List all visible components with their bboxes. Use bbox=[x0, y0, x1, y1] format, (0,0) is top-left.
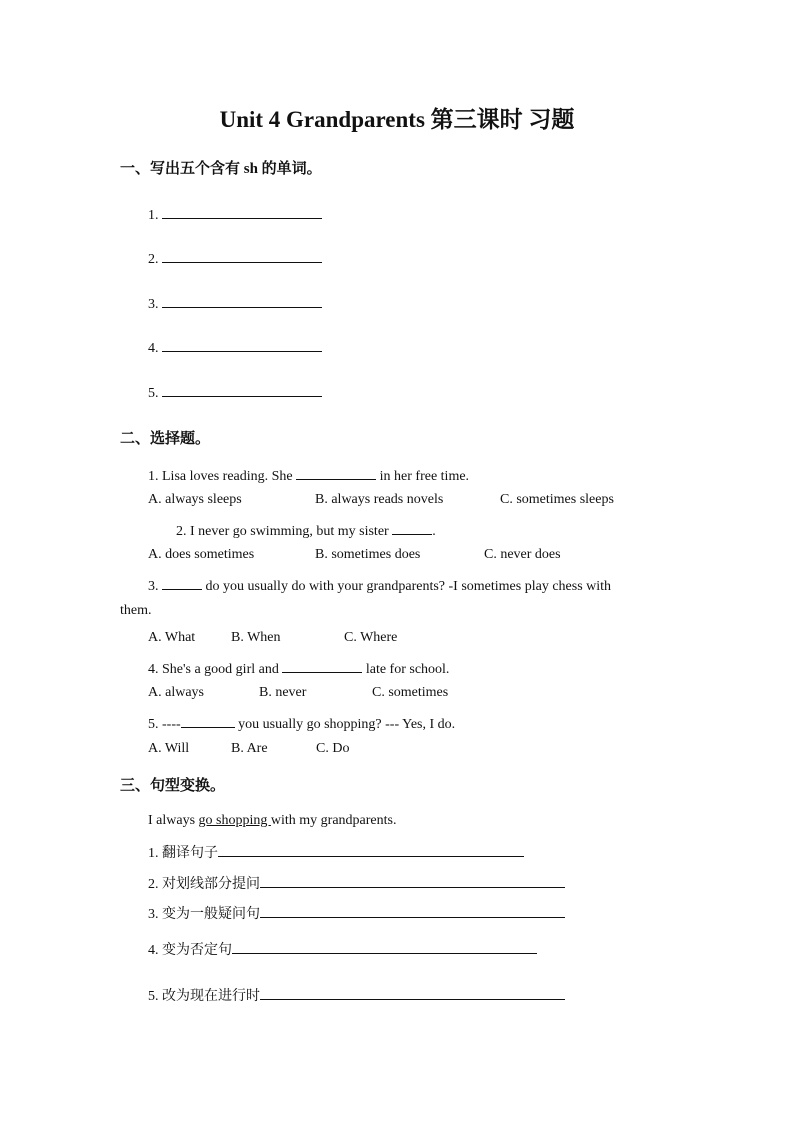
sentence-text: with my grandparents. bbox=[270, 813, 397, 828]
question-text: 2. I never go swimming, but my sister bbox=[176, 524, 389, 539]
option-b[interactable]: B. never bbox=[259, 685, 307, 700]
question-text: do you usually do with your grandparents? -I sometimes play chess with bbox=[205, 579, 612, 594]
sentence-text: I always bbox=[148, 813, 199, 828]
question-text: 5. ---- bbox=[148, 717, 181, 732]
option-a[interactable]: A. does sometimes bbox=[148, 547, 255, 562]
answer-blank[interactable] bbox=[260, 873, 565, 888]
question-text: you usually go shopping? --- Yes, I do. bbox=[238, 717, 456, 732]
answer-blank[interactable] bbox=[260, 985, 565, 1000]
page-title: Unit 4 Grandparents 第三课时 习题 bbox=[219, 107, 575, 132]
list-item bbox=[148, 204, 322, 224]
transform-item bbox=[148, 939, 537, 959]
question-3-continuation: them. bbox=[120, 603, 152, 618]
answer-blank[interactable] bbox=[282, 658, 362, 673]
transform-label: 4. 变为否定句 bbox=[148, 943, 232, 958]
option-a[interactable]: A. always sleeps bbox=[148, 492, 242, 507]
item-number: 1. bbox=[148, 208, 159, 223]
answer-blank[interactable] bbox=[162, 293, 322, 308]
option-c[interactable]: C. sometimes sleeps bbox=[500, 492, 614, 507]
transform-item bbox=[148, 842, 524, 862]
option-c[interactable]: C. Where bbox=[344, 630, 398, 645]
question-2 bbox=[176, 520, 436, 540]
question-text: 4. She's a good girl and bbox=[148, 662, 279, 677]
transform-item bbox=[148, 985, 565, 1005]
base-sentence bbox=[148, 813, 396, 829]
question-3 bbox=[148, 575, 611, 595]
question-text: in her free time. bbox=[379, 469, 470, 484]
option-b[interactable]: B. sometimes does bbox=[315, 547, 421, 562]
list-item bbox=[148, 382, 322, 402]
option-b[interactable]: B. When bbox=[231, 630, 281, 645]
answer-blank[interactable] bbox=[181, 713, 235, 728]
question-text: late for school. bbox=[365, 662, 450, 677]
answer-blank[interactable] bbox=[260, 903, 565, 918]
item-number: 2. bbox=[148, 252, 159, 267]
section-1-heading: 一、写出五个含有 sh 的单词。 bbox=[120, 161, 322, 177]
question-text: . bbox=[432, 524, 436, 539]
transform-item bbox=[148, 903, 565, 923]
answer-blank[interactable] bbox=[392, 520, 432, 535]
transform-label: 2. 对划线部分提问 bbox=[148, 877, 260, 892]
question-text: 3. bbox=[148, 579, 159, 594]
answer-blank[interactable] bbox=[218, 842, 524, 857]
option-a[interactable]: A. Will bbox=[148, 741, 190, 756]
list-item bbox=[148, 248, 322, 268]
list-item bbox=[148, 293, 322, 313]
question-4 bbox=[148, 658, 449, 678]
transform-label: 5. 改为现在进行时 bbox=[148, 989, 260, 1004]
transform-item bbox=[148, 873, 565, 893]
section-3-heading: 三、句型变换。 bbox=[120, 778, 226, 794]
item-number: 3. bbox=[148, 297, 159, 312]
transform-label: 3. 变为一般疑问句 bbox=[148, 907, 260, 922]
option-c[interactable]: C. never does bbox=[484, 547, 561, 562]
section-2-heading: 二、选择题。 bbox=[120, 431, 211, 447]
option-a[interactable]: A. What bbox=[148, 630, 196, 645]
list-item bbox=[148, 337, 322, 357]
option-b[interactable]: B. Are bbox=[231, 741, 268, 756]
answer-blank[interactable] bbox=[296, 465, 376, 480]
question-5 bbox=[148, 713, 455, 733]
answer-blank[interactable] bbox=[162, 382, 322, 397]
option-c[interactable]: C. sometimes bbox=[372, 685, 449, 700]
answer-blank[interactable] bbox=[162, 204, 322, 219]
option-c[interactable]: C. Do bbox=[316, 741, 350, 756]
item-number: 4. bbox=[148, 341, 159, 356]
underlined-phrase: go shopping bbox=[198, 813, 271, 828]
answer-blank[interactable] bbox=[232, 939, 537, 954]
answer-blank[interactable] bbox=[162, 248, 322, 263]
option-a[interactable]: A. always bbox=[148, 685, 204, 700]
question-text: 1. Lisa loves reading. She bbox=[148, 469, 293, 484]
question-1 bbox=[148, 465, 469, 485]
answer-blank[interactable] bbox=[162, 575, 202, 590]
transform-label: 1. 翻译句子 bbox=[148, 846, 218, 861]
item-number: 5. bbox=[148, 386, 159, 401]
option-b[interactable]: B. always reads novels bbox=[315, 492, 444, 507]
answer-blank[interactable] bbox=[162, 337, 322, 352]
